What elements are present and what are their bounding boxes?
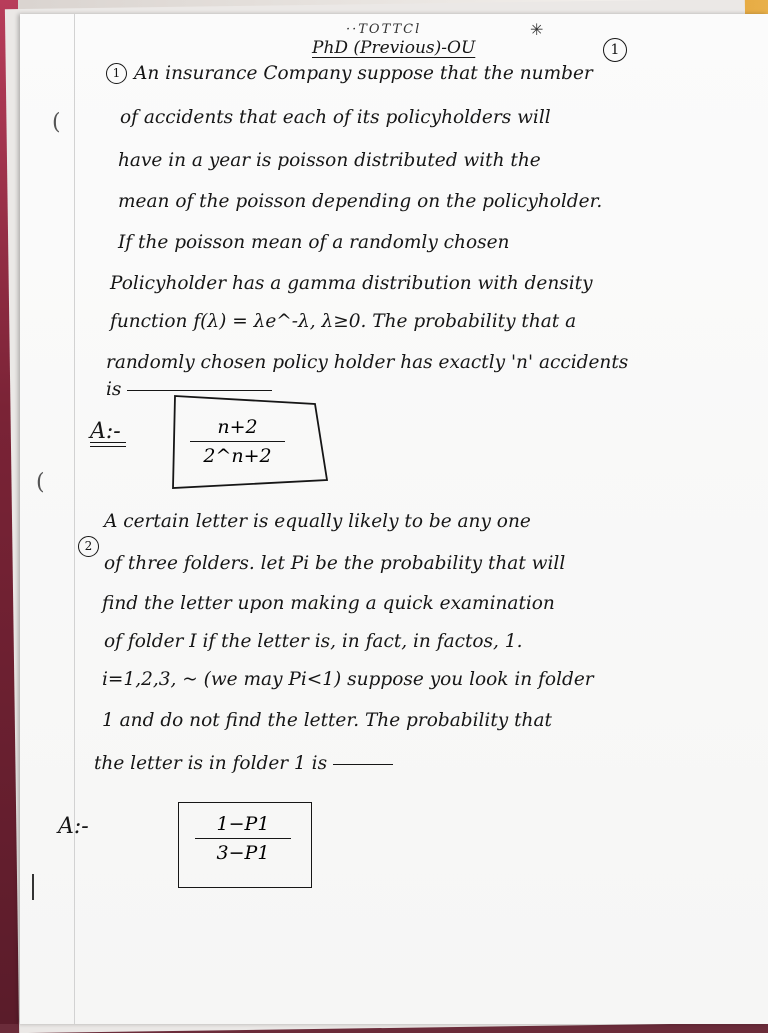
answer-1-numerator: n+2 [217, 416, 258, 438]
answer-2-box [178, 802, 312, 888]
question-1-is-text: is [106, 379, 122, 400]
page-number: 1 [603, 38, 627, 62]
margin-line [74, 14, 75, 1024]
answer-1-box [145, 392, 345, 502]
answer-2-denominator: 3−P1 [216, 842, 270, 864]
page-header: PhD (Previous)-OU [312, 38, 476, 58]
question-1-line-4: mean of the poisson depending on the policyholder. [118, 191, 603, 212]
question-2-number: 2 [78, 536, 99, 557]
answer-1-denominator: 2^n+2 [203, 445, 272, 467]
question-1-line-2: of accidents that each of its policyholders will [120, 107, 551, 128]
answer-blank [127, 390, 272, 391]
answer-blank [333, 764, 393, 765]
question-1-line-8: randomly chosen policy holder has exactly 'n' accidents [106, 352, 629, 373]
question-2-line-2: of three folders. let Pi be the probability that will [104, 553, 566, 574]
answer-2-label-text: A:- [58, 814, 89, 839]
answer-2-fraction [195, 813, 291, 864]
answer-1-label [90, 419, 126, 447]
question-1-line-3: have in a year is poisson distributed with the [118, 150, 541, 171]
question-2-line-3: find the letter upon making a quick examination [102, 593, 555, 614]
torn-heading: ··TOTTCl [346, 22, 422, 37]
question-2-line-4: of folder I if the letter is, in fact, in factos, 1. [104, 631, 523, 652]
answer-1-fraction [190, 416, 285, 467]
question-2-line-5: i=1,2,3, ~ (we may Pi<1) suppose you look in folder [102, 669, 594, 690]
notebook-page [20, 14, 768, 1024]
question-2-line-6: 1 and do not find the letter. The probability that [102, 710, 552, 731]
question-1-line-6: Policyholder has a gamma distribution with density [110, 273, 593, 294]
answer-1-label-text: A:- [90, 419, 121, 444]
question-1-line-5: If the poisson mean of a randomly chosen [118, 232, 510, 253]
question-1-line-1: An insurance Company suppose that the number [134, 63, 593, 84]
answer-2-numerator: 1−P1 [216, 813, 270, 835]
answer-2-label [58, 814, 89, 839]
question-2-is-text: the letter is in folder 1 is [94, 753, 328, 774]
answer-1-fraction-bar [190, 441, 285, 442]
question-1-number: 1 [106, 63, 127, 84]
question-2-line-1: A certain letter is equally likely to be any one [104, 511, 531, 532]
star-mark: ✳ [530, 20, 544, 39]
margin-paren-mark: ( [36, 470, 45, 495]
answer-2-fraction-bar [195, 838, 291, 839]
question-1-line-7: function f(λ) = λe^-λ, λ≥0. The probability that a [110, 311, 577, 332]
margin-paren-mark: ( [52, 110, 61, 135]
margin-tick-mark [32, 874, 34, 900]
question-2-line-7 [94, 752, 393, 776]
